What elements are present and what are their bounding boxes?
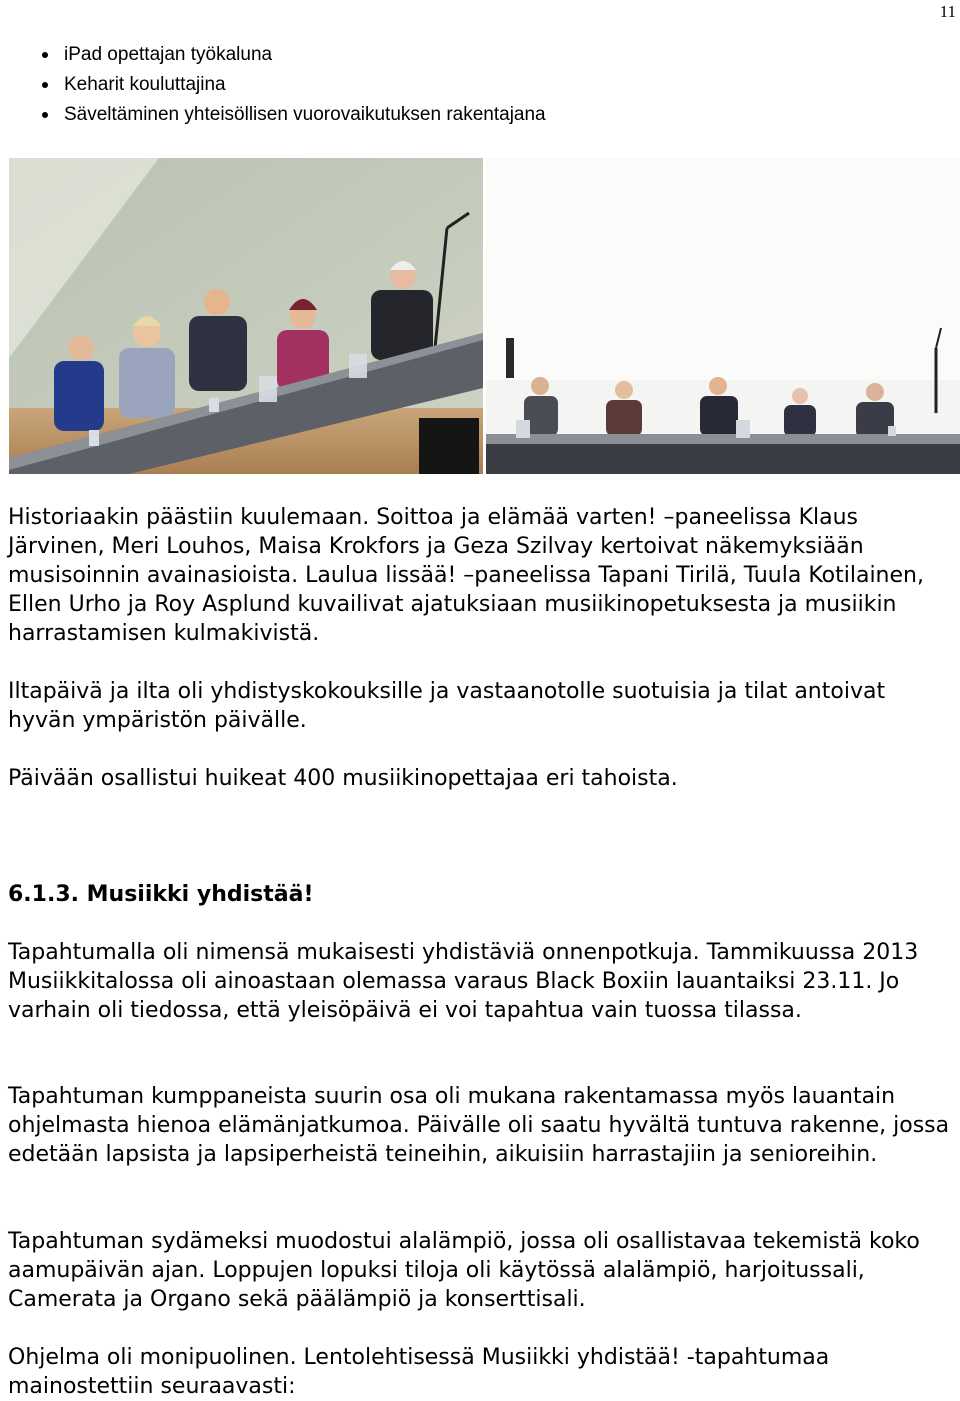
attendance-paragraph: Päivään osallistui huikeat 400 musiikinopettajaa eri tahoista. bbox=[8, 766, 678, 791]
heart-paragraph: Tapahtuman sydämeksi muodostui alalämpiö, jossa oli osallistavaa tekemistä koko aamupäivän ajan. Loppujen lopuksi tiloja oli käytössä alalämpiö, harjoitussali, Camerata ja Organo sekä päälämpiö ja konserttisali. bbox=[8, 1229, 920, 1312]
page-number: 11 bbox=[939, 2, 956, 21]
panel-photo-left bbox=[9, 158, 483, 474]
afternoon-paragraph: Iltapäivä ja ilta oli yhdistyskokouksille ja vastaanotolle suotuisia ja tilat antoivat hyvän ympäristön päivälle. bbox=[8, 679, 886, 733]
panel-photo-right bbox=[486, 158, 960, 474]
event-paragraph: Tapahtumalla oli nimensä mukaisesti yhdistäviä onnenpotkuja. Tammikuussa 2013 Musiikkitalossa oli ainoastaan olemassa varaus Black Boxiin lauantaiksi 23.11. Jo varhain oli tiedossa, että yleisöpäivä ei voi tapahtua vain tuossa tilassa. bbox=[8, 940, 919, 1023]
list-item: Keharit kouluttajina bbox=[42, 70, 546, 100]
list-item: iPad opettajan työkaluna bbox=[42, 40, 546, 70]
bullet-list bbox=[42, 40, 546, 130]
list-item: Säveltäminen yhteisöllisen vuorovaikutuksen rakentajana bbox=[42, 100, 546, 130]
section-heading: 6.1.3. Musiikki yhdistää! bbox=[8, 882, 314, 907]
panels-paragraph: Historiaakin päästiin kuulemaan. Soittoa ja elämää varten! –paneelissa Klaus Järvinen, Meri Louhos, Maisa Krokfors ja Geza Szilvay kertoivat näkemyksiään musisoinnin avainasioista. Laulua lissää! –paneelissa Tapani Tirilä, Tuula Kotilainen, Ellen Urho ja Roy Asplund kuvailivat ajatuksiaan musiikinopetuksesta ja musiikin harrastamisen kulmakivistä. bbox=[8, 505, 924, 646]
partners-paragraph: Tapahtuman kumppaneista suurin osa oli mukana rakentamassa myös lauantain ohjelmasta hienoa elämänjatkumoa. Päivälle oli saatu hyvältä tuntuva rakenne, jossa edetään lapsista ja lapsiperheistä teineihin, aikuisiin harrastajiin ja senioreihin. bbox=[8, 1084, 950, 1167]
program-paragraph: Ohjelma oli monipuolinen. Lentolehtisessä Musiikki yhdistää! -tapahtumaa mainostettiin seuraavasti: bbox=[8, 1345, 830, 1399]
